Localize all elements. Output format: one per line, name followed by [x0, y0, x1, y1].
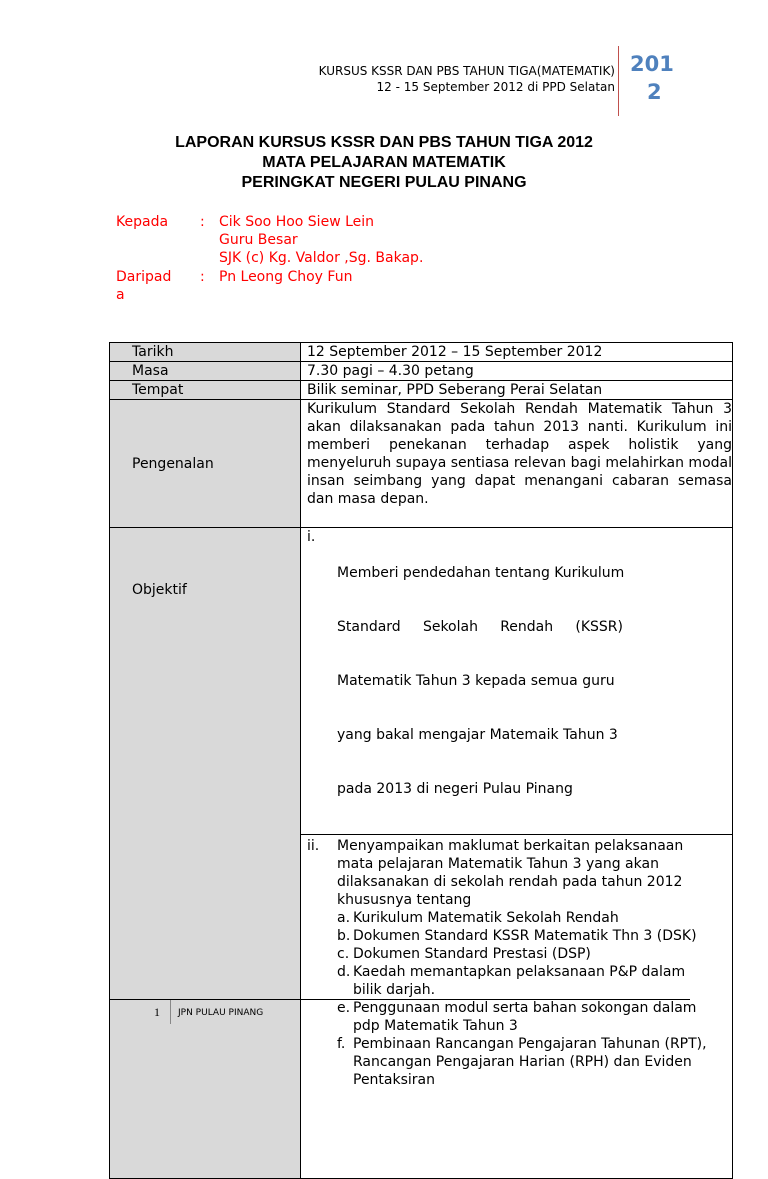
footer-org: JPN PULAU PINANG	[178, 1008, 264, 1018]
obj1-line-5: pada 2013 di negeri Pulau Pinang	[337, 781, 573, 797]
sub-c-num: c.	[337, 946, 350, 962]
sub-e-text-2: pdp Matematik Tahun 3	[353, 1018, 518, 1034]
sub-item-f	[337, 1035, 732, 1089]
obj2-line-2: mata pelajaran Matematik Tahun 3 yang akan	[337, 856, 659, 872]
masa-label: Masa	[110, 362, 301, 381]
pengenalan-label: Pengenalan	[110, 400, 301, 528]
sub-item-e	[337, 999, 732, 1035]
from-label-2: a	[116, 287, 125, 303]
objektif-label	[110, 528, 301, 1179]
sub-item-c	[337, 945, 732, 963]
to-school: SJK (c) Kg. Valdor ,Sg. Bakap.	[219, 250, 424, 266]
objektif-label-text: Objektif	[132, 582, 187, 598]
pengenalan-value: Kurikulum Standard Sekolah Rendah Matematik Tahun 3 akan dilaksanakan pada tahun 2013 nanti. Kurikulum ini memberi penekanan terhadap aspek holistik yang menyeluruh supaya sentiasa relevan bagi melahirkan modal insan seimbang yang dapat menangani cabaran semasa dan masa depan.	[301, 400, 733, 528]
page-number: 1	[154, 1005, 160, 1019]
tempat-label: Tempat	[110, 381, 301, 400]
obj2-line-4: khususnya tentang	[337, 892, 472, 908]
sub-b-num: b.	[337, 928, 351, 944]
header-text	[319, 63, 615, 95]
tarikh-value: 12 September 2012 – 15 September 2012	[301, 343, 733, 362]
obj1-line-1: Memberi pendedahan tentang Kurikulum	[337, 565, 625, 581]
footer-separator	[170, 1000, 171, 1024]
row-tempat	[110, 381, 733, 400]
header-year	[630, 50, 674, 106]
tempat-value: Bilik seminar, PPD Seberang Perai Selatan	[301, 381, 733, 400]
sub-d-num: d.	[337, 964, 351, 980]
obj1-line-4: yang bakal mengajar Matemaik Tahun 3	[337, 727, 618, 743]
sub-item-d	[337, 963, 732, 999]
footer-rule	[110, 999, 690, 1000]
list-item	[307, 837, 732, 909]
address-block	[116, 213, 516, 308]
report-table	[109, 342, 733, 1179]
row-masa	[110, 362, 733, 381]
header-course: KURSUS KSSR DAN PBS TAHUN TIGA(MATEMATIK)	[318, 64, 615, 78]
to-colon: :	[200, 214, 205, 230]
tarikh-label: Tarikh	[110, 343, 301, 362]
objektif-item-2	[301, 835, 733, 1179]
to-label: Kepada	[116, 214, 169, 230]
page-title	[0, 133, 768, 193]
header-date: 12 - 15 September 2012 di PPD Selatan	[376, 80, 615, 94]
sub-item-b	[337, 927, 732, 945]
title-line-3: PERINGKAT NEGERI PULAU PINANG	[241, 174, 527, 191]
from-label-1: Daripad	[116, 269, 172, 285]
row-objektif-1	[110, 528, 733, 835]
sub-d-text-1: Kaedah memantapkan pelaksanaan P&P dalam	[353, 964, 686, 980]
to-title: Guru Besar	[219, 232, 298, 248]
sub-e-text-1: Penggunaan modul serta bahan sokongan dalam	[353, 1000, 697, 1016]
masa-value: 7.30 pagi – 4.30 petang	[301, 362, 733, 381]
obj1-num: i.	[307, 529, 316, 545]
row-pengenalan	[110, 400, 733, 528]
obj2-line-3: dilaksanakan di sekolah rendah pada tahun 2012	[337, 874, 683, 890]
obj2-num: ii.	[307, 838, 320, 854]
header-year-top: 201	[630, 52, 674, 76]
title-line-1: LAPORAN KURSUS KSSR DAN PBS TAHUN TIGA 2012	[175, 134, 593, 151]
sub-f-num: f.	[337, 1036, 346, 1052]
row-tarikh	[110, 343, 733, 362]
to-name: Cik Soo Hoo Siew Lein	[219, 214, 375, 230]
sub-c-text: Dokumen Standard Prestasi (DSP)	[353, 946, 591, 962]
sub-f-text-3: Pentaksiran	[353, 1072, 435, 1088]
sub-a-text: Kurikulum Matematik Sekolah Rendah	[353, 910, 619, 926]
obj1-line-2: Standard Sekolah Rendah (KSSR)	[337, 619, 623, 635]
header-year-bottom: 2	[647, 80, 662, 104]
header-divider	[618, 46, 619, 116]
from-name: Pn Leong Choy Fun	[219, 269, 353, 285]
sub-f-text-2: Rancangan Pengajaran Harian (RPH) dan Eviden	[353, 1054, 692, 1070]
sub-b-text: Dokumen Standard KSSR Matematik Thn 3 (DSK)	[353, 928, 697, 944]
obj1-line-3: Matematik Tahun 3 kepada semua guru	[337, 673, 615, 689]
title-line-2: MATA PELAJARAN MATEMATIK	[262, 154, 506, 171]
from-colon: :	[200, 269, 205, 285]
sub-f-text-1: Pembinaan Rancangan Pengajaran Tahunan (RPT),	[353, 1036, 707, 1052]
sub-item-a	[337, 909, 732, 927]
sub-a-num: a.	[337, 910, 351, 926]
list-item	[307, 528, 732, 834]
sub-e-num: e.	[337, 1000, 351, 1016]
objektif-item-1	[301, 528, 733, 835]
sub-d-text-2: bilik darjah.	[353, 982, 436, 998]
obj2-line-1: Menyampaikan maklumat berkaitan pelaksanaan	[337, 838, 684, 854]
